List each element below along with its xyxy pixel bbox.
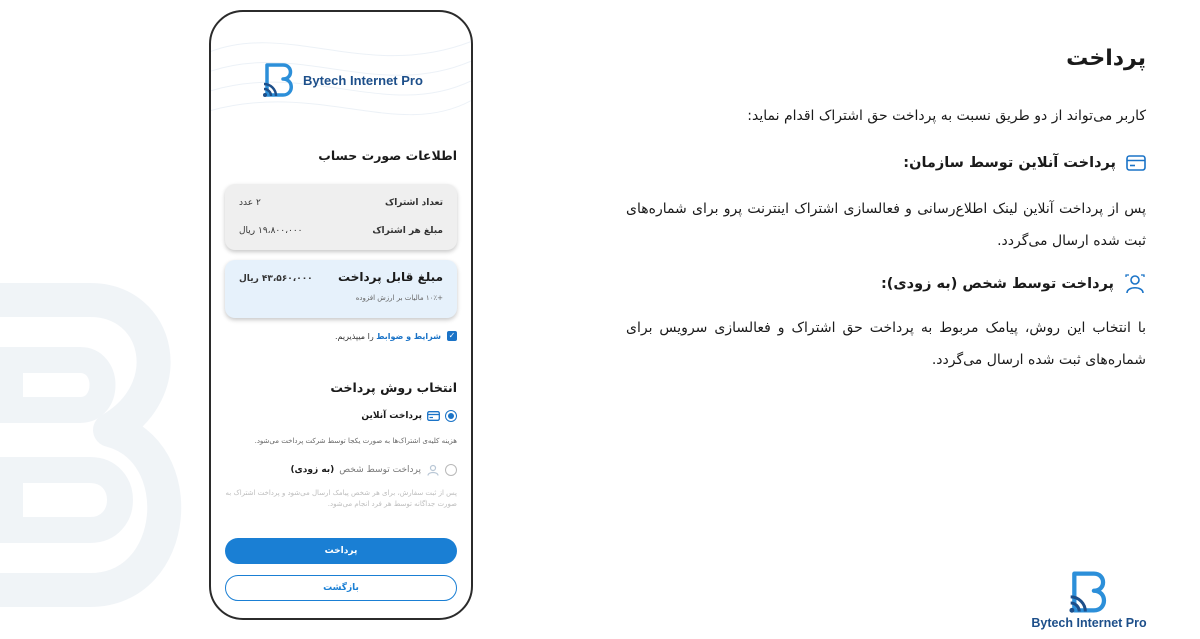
app-brand-name: Bytech Internet Pro	[303, 72, 423, 88]
total-vat-note: +۱۰٪ مالیات بر ارزش افزوده	[355, 294, 443, 302]
person-icon	[426, 464, 440, 476]
footer-logo	[1024, 570, 1154, 630]
method-heading: انتخاب روش پرداخت	[330, 380, 457, 395]
method-online-desc: هزینه کلیه‌ی اشتراک‌ها به صورت یکجا توسط شرکت پرداخت می‌شود.	[254, 437, 457, 445]
subscription-count-label: تعداد اشتراک	[384, 198, 443, 208]
section-online-heading	[626, 155, 1146, 171]
method-person-radio[interactable]	[445, 464, 457, 476]
phone-mockup	[209, 10, 473, 620]
section-person-body: با انتخاب این روش، پیامک مربوط به پرداخت حق اشتراک و فعالسازی سرویس برای شماره‌های ثبت شده ارسال می‌گردد.	[626, 320, 1146, 368]
method-online-radio[interactable]	[445, 410, 457, 422]
total-value: ۴۳،۵۶۰،۰۰۰ ریال	[239, 274, 313, 284]
terms-link[interactable]: شرایط و ضوابط	[376, 331, 441, 341]
back-button[interactable]: بازگشت	[225, 575, 457, 601]
method-person-desc: پس از ثبت سفارش، برای هر شخص پیامک ارسال می‌شود و پرداخت اشتراک به صورت جداگانه توسط هر فرد انجام می‌شود.	[225, 489, 457, 509]
card-icon	[1126, 155, 1146, 171]
price-per-label: مبلغ هر اشتراک	[372, 226, 443, 236]
watermark-logo	[0, 280, 200, 610]
invoice-card	[225, 184, 457, 250]
total-label: مبلغ قابل پرداخت	[338, 270, 443, 284]
total-card	[225, 260, 457, 318]
price-per-row	[239, 226, 443, 236]
section-online-heading-text: پرداخت آنلاین توسط سازمان:	[903, 155, 1116, 171]
terms-text: را میپذیریم.	[335, 331, 374, 341]
subscription-count-row	[239, 198, 443, 208]
bytech-logo-icon	[261, 62, 297, 98]
method-online-label: پرداخت آنلاین	[361, 411, 422, 421]
method-online[interactable]	[361, 410, 457, 422]
subscription-count-value: ۲ عدد	[239, 198, 261, 208]
invoice-heading: اطلاعات صورت حساب	[318, 148, 457, 163]
section-person-heading	[626, 274, 1146, 294]
person-icon	[1124, 274, 1146, 294]
terms-row	[335, 331, 457, 341]
pay-button[interactable]: پرداخت	[225, 538, 457, 564]
page-intro: کاربر می‌تواند از دو طریق نسبت به پرداخت حق اشتراک اقدام نماید:	[747, 108, 1146, 124]
terms-checkbox[interactable]: ✓	[448, 331, 456, 340]
method-person-badge: (به زودی)	[290, 465, 335, 475]
section-person-heading-text: پرداخت توسط شخص (به زودی):	[880, 276, 1114, 292]
footer-brand-name: Bytech Internet Pro	[1031, 616, 1147, 630]
bytech-logo-icon	[1067, 570, 1111, 614]
card-icon	[427, 411, 440, 421]
app-logo	[261, 62, 423, 98]
method-person[interactable]	[290, 464, 457, 476]
section-online-body: پس از پرداخت آنلاین لینک اطلاع‌رسانی و فعالسازی اشتراک اینترنت پرو برای شماره‌های ثبت شده ارسال می‌گردد.	[626, 201, 1146, 249]
method-person-label: پرداخت توسط شخص	[339, 465, 421, 475]
price-per-value: ۱۹،۸۰۰،۰۰۰ ریال	[239, 226, 303, 236]
page-title: پرداخت	[1066, 46, 1146, 71]
